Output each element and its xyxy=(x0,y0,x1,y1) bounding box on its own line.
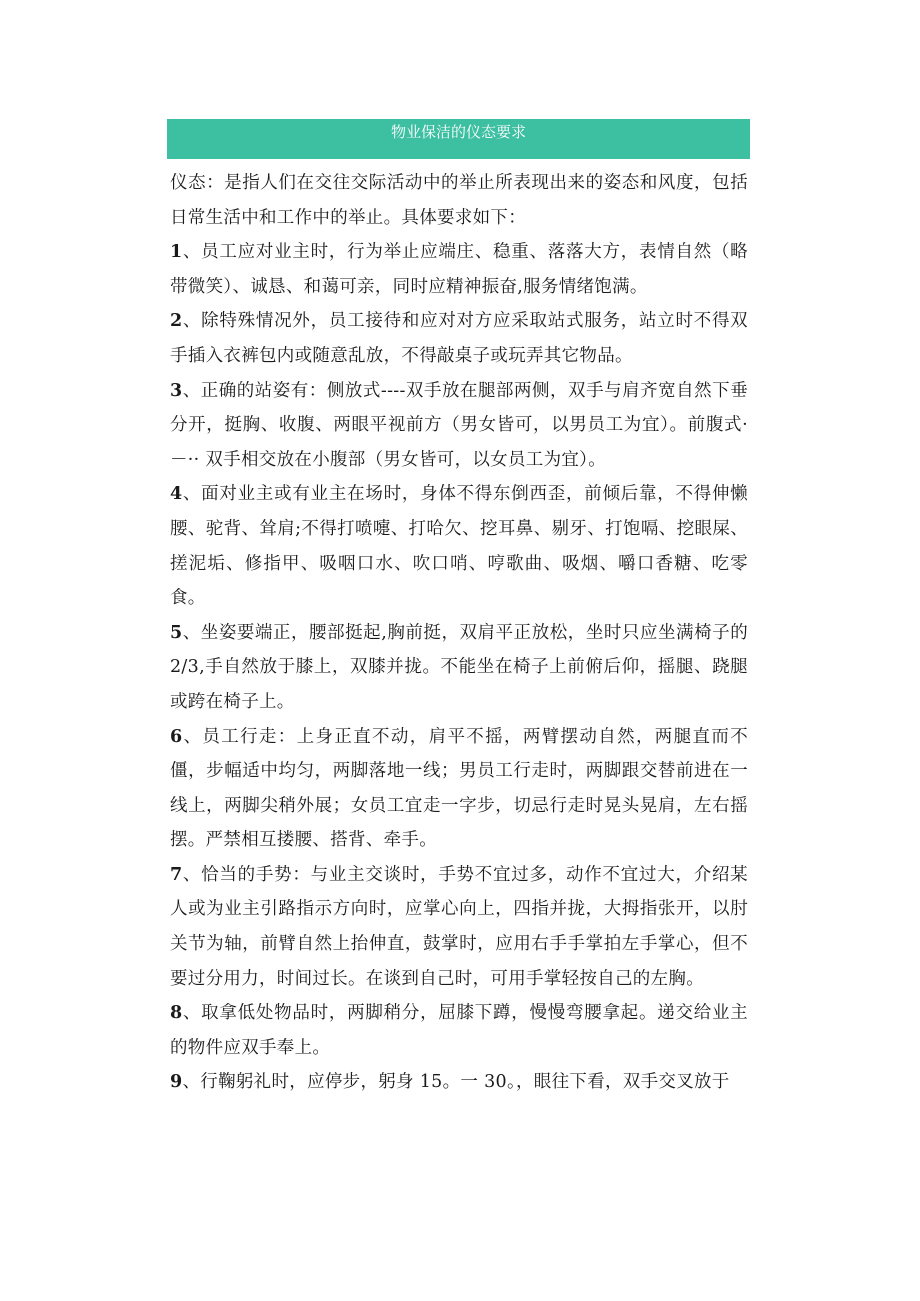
rule-text: 、员工应对业主时，行为举止应端庄、稳重、落落大方，表情自然（略带微笑）、诚恳、和蔼可亲，同时应精神振奋,服务情绪饱满。 xyxy=(170,242,748,297)
rule-item-3 xyxy=(170,374,748,478)
rule-number: 2 xyxy=(170,311,183,332)
rule-item-4 xyxy=(170,477,748,615)
rule-number: 3 xyxy=(170,380,183,401)
rule-text: 、除特殊情况外，员工接待和应对对方应采取站式服务，站立时不得双手插入衣裤包内或随意乱放，不得敲桌子或玩弄其它物品。 xyxy=(170,311,748,366)
rule-number: 9 xyxy=(170,1072,183,1093)
rule-number: 5 xyxy=(170,622,183,643)
rule-text: 、恰当的手势：与业主交谈时，手势不宜过多，动作不宜过大，介绍某人或为业主引路指示方向时，应掌心向上，四指并拢，大拇指张开，以肘关节为轴，前臂自然上抬伸直，鼓掌时，应用右手手掌拍左手掌心，但不要过分用力，时间过长。在谈到自己时，可用手掌轻按自己的左胸。 xyxy=(170,864,748,989)
rule-number: 8 xyxy=(170,1003,183,1024)
rule-number: 6 xyxy=(170,726,183,747)
document-body xyxy=(170,166,748,1100)
rule-number: 1 xyxy=(170,242,183,263)
rule-number: 4 xyxy=(170,484,183,505)
rule-item-5 xyxy=(170,616,748,720)
rule-text: 、正确的站姿有：侧放式----双手放在腿部两侧，双手与肩齐宽自然下垂分开，挺胸、收腹、两眼平视前方（男女皆可，以男员工为宜）。前腹式·－·· 双手相交放在小腹部（男女皆可，以女员工为宜）。 xyxy=(170,380,748,470)
rule-item-7 xyxy=(170,858,748,996)
rule-text: 、坐姿要端正，腰部挺起,胸前挺，双肩平正放松，坐时只应坐满椅子的 2/3,手自然放于膝上，双膝并拢。不能坐在椅子上前俯后仰，摇腿、跷腿或跨在椅子上。 xyxy=(170,622,748,712)
rule-text: 、行鞠躬礼时，应停步，躬身 15。一 30。，眼往下看，双手交叉放于 xyxy=(182,1072,730,1093)
intro-paragraph: 仪态：是指人们在交往交际活动中的举止所表现出来的姿态和风度，包括日常生活中和工作中的举止。具体要求如下： xyxy=(170,173,748,228)
rule-text: 、取拿低处物品时，两脚稍分，屈膝下蹲，慢慢弯腰拿起。递交给业主的物件应双手奉上。 xyxy=(170,1003,748,1058)
rule-number: 7 xyxy=(170,864,183,885)
rule-item-2 xyxy=(170,304,748,373)
rule-item-9 xyxy=(170,1065,748,1100)
rule-item-6 xyxy=(170,720,748,858)
rule-item-8 xyxy=(170,996,748,1065)
rule-item-1 xyxy=(170,235,748,304)
rule-text: 、员工行走：上身正直不动，肩平不摇，两臂摆动自然，两腿直而不僵，步幅适中均匀，两脚落地一线；男员工行走时，两脚跟交替前进在一线上，两脚尖稍外展；女员工宜走一字步，切忌行走时晃头晃肩，左右摇摆。严禁相互搂腰、搭背、牵手。 xyxy=(170,726,748,851)
rule-text: 、面对业主或有业主在场时，身体不得东倒西歪，前倾后靠，不得伸懒腰、驼背、耸肩;不得打喷嚏、打哈欠、挖耳鼻、剔牙、打饱嗝、挖眼屎、搓泥垢、修指甲、吸咽口水、吹口哨、哼歌曲、吸烟、嚼口香糖、吃零食。 xyxy=(170,484,748,609)
document-title: 物业保洁的仪态要求 xyxy=(167,119,750,159)
